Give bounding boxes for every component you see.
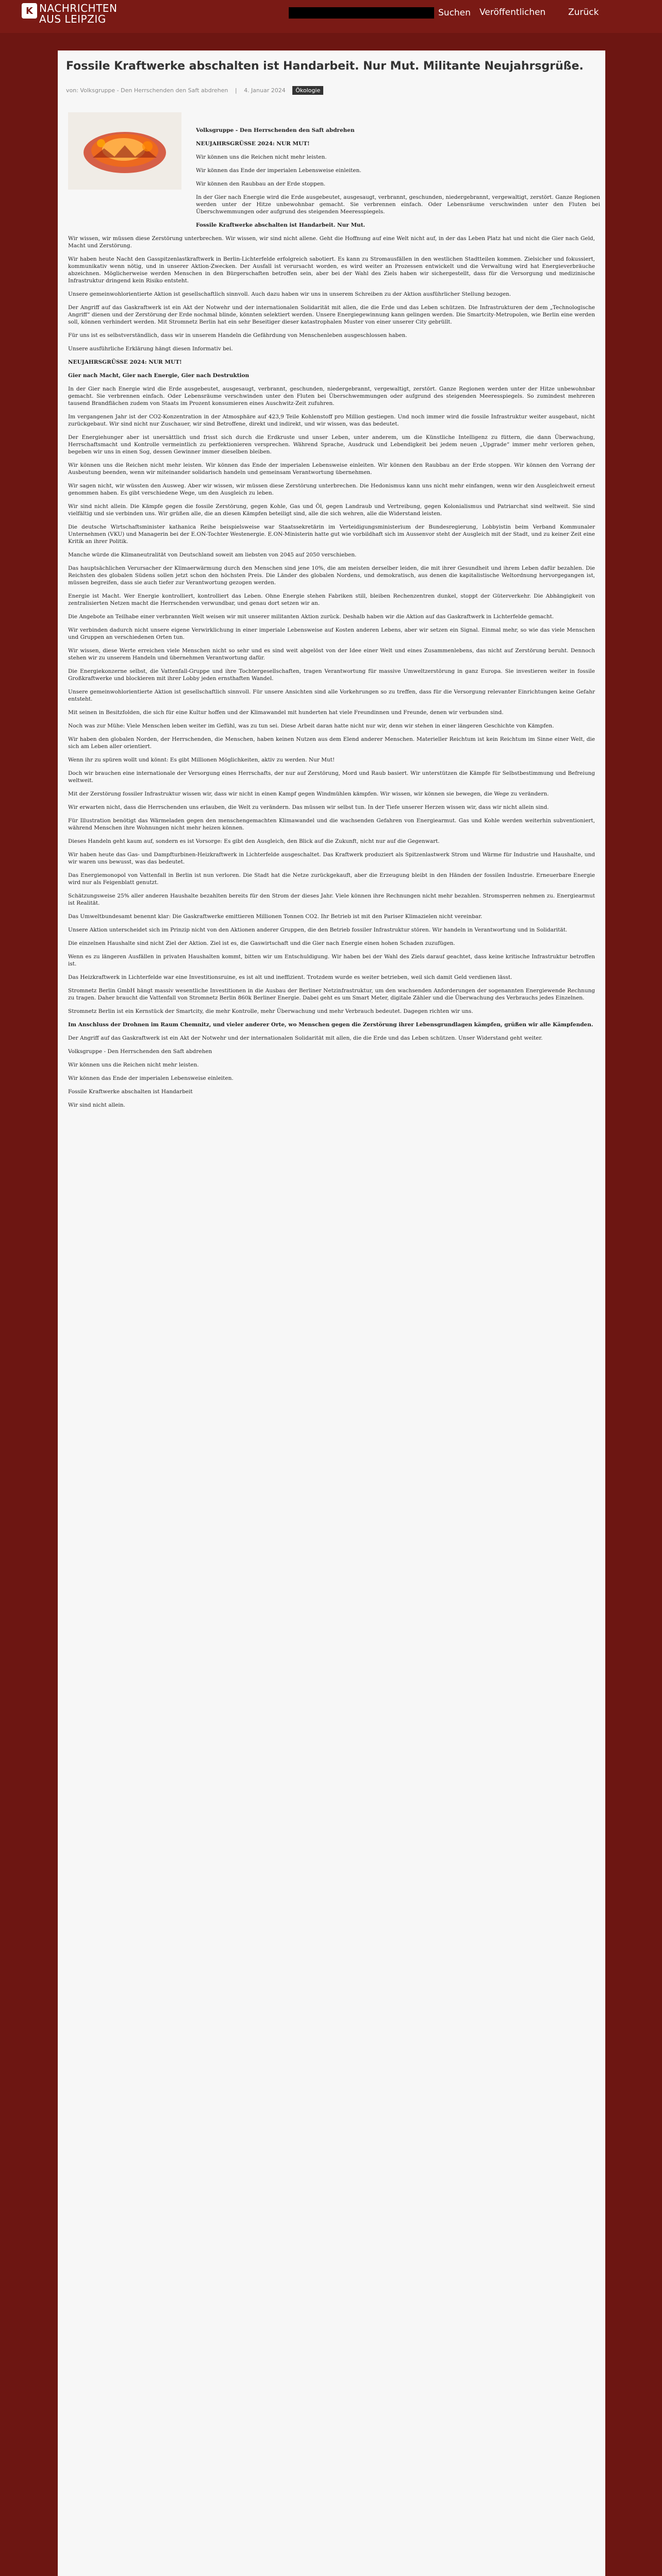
site-title-line1: NACHRICHTEN [39,2,118,14]
paragraph: Unsere gemeinwohlorientierte Aktion ist gesellschaftlich sinnvoll. Auch dazu haben wir uns in unserem Schreiben zu der Aktion ausführlicher Stellung bezogen. [68,291,511,297]
paragraph: Wir haben heute das Gas- und Dampfturbinen-Heizkraftwerk in Lichterfelde ausgeschaltet. Das Kraftwerk produziert als Spitzenlastwerk Strom und Wärme für Industrie und Haushalte, und wir waren uns bewusst, was das bedeutet. [68,852,595,865]
paragraph: Wir verbinden dadurch nicht unsere eigene Verwirklichung in einer imperiale Lebensweise auf Kosten anderen Lebens, aber wir setzen ein Signal. Einmal mehr, so wie das viele Menschen und Gruppen an verschiedenen Orten tun. [68,627,595,640]
paragraph: Der Angriff auf das Gaskraftwerk ist ein Akt der Notwehr und der internationalen Solidarität mit allen, die die Erde und das Leben schützen. Unser Widerstand geht weiter. [68,1035,543,1041]
author[interactable]: von: Volksgruppe - Den Herrschenden den Saft abdrehen [66,87,228,94]
article-title: Fossile Kraftwerke abschalten ist Handarbeit. Nur Mut. Militante Neujahrsgrüße. [66,60,584,73]
paragraph: Stromnetz Berlin GmbH hängt massiv wesentliche Investitionen in die Ausbau der Berliner Netzinfrastruktur, um den wachsenden Anforderungen der sogenannten Energiewende Rechnung zu tragen. Daher braucht die Vattenfall von Stromnetz Berlin 860k Berliner Energie. Dabei geht es um Smart Meter, digitale Zähler und die Überwachung des Verbrauchs jedes Einzelnen. [68,988,595,1001]
intro-5: In der Gier nach Energie wird die Erde ausgebeutet, ausgesaugt, verbrannt, geschunden, niedergebrannt, vergewaltigt, zerstört. Ganze Regionen werden unter der Hitze unbewohnbar gemacht. Sie verbrennen einfach. Oder Lebensräume verschwinden unter den Fluten bei Überschwemmungen oder aufgrund des steigenden Meeresspiegels. [196,194,600,215]
date: 4. Januar 2024 [244,87,286,94]
search-input[interactable] [289,7,434,19]
paragraph: Das Energiemonopol von Vattenfall in Berlin ist nun verloren. Die Stadt hat die Netze zurückgekauft, aber die Erzeugung bleibt in den Händen der fossilen Industrie. Erneuerbare Energie wird nur als Feigenblatt genutzt. [68,872,595,886]
header-bar [0,0,662,33]
paragraph: Wenn es zu längeren Ausfällen in privaten Haushalten kommt, bitten wir um Entschuldigung. Wir haben bei der Wahl des Ziels darauf geachtet, dass keine kritische Infrastruktur betroffen ist. [68,954,595,967]
paragraph: Die einzelnen Haushalte sind nicht Ziel der Aktion. Ziel ist es, die Gaswirtschaft und die Gier nach Energie einen hohen Schaden zuzufügen. [68,940,455,946]
paragraph: Im Anschluss der Drohnen im Raum Chemnitz, und vieler anderer Orte, wo Menschen gegen die Zerstörung ihrer Lebensgrundlagen kämpfen, grüßen wir alle Kämpfenden. [68,1022,593,1028]
paragraph: In der Gier nach Energie wird die Erde ausgebeutet, ausgesaugt, verbrannt, geschunden, niedergebrannt, vergewaltigt, zerstört. Ganze Regionen werden unter der Hitze unbewohnbar gemacht. Sie verbrennen einfach. Oder Lebensräume verschwinden unter den Fluten bei Überschwemmungen oder aufgrund des steigenden Meeresspiegels. So zumindest mehreren tausend Brandflächen zudem von Staats im Prozent konsumieren eines Auschwitz-Zeit zufuhren. [68,386,595,406]
paragraph: Dieses Handeln geht kaum auf, sondern es ist Vorsorge: Es gibt den Ausgleich, den Blick auf die Zukunft, nicht nur auf die Gegenwart. [68,838,440,844]
article-container [58,50,605,2576]
hero-image [68,112,181,190]
site-logo[interactable]: K [22,3,37,19]
paragraph: Wir können uns die Reichen nicht mehr leisten. Wir können das Ende der imperialen Lebensweise einleiten. Wir können den Raubbau an der Erde stoppen. Wir können den Vorrang der Ausbeutung beenden, wenn wir miteinander solidarisch handeln und gemeinsam Verantwortung übernehmen. [68,462,595,476]
category-badge[interactable]: Ökologie [292,86,323,95]
paragraph: Schätzungsweise 25% aller anderen Haushalte bezahlten bereits für den Strom der dieses Jahr. Viele können ihre Rechnungen nicht mehr bezahlen. Stromsperren nehmen zu. Energiearmut ist Realität. [68,893,595,906]
article-meta: von: Volksgruppe - Den Herrschenden den Saft abdrehen | 4. Januar 2024 Ökologie [66,86,597,95]
paragraph: NEUJAHRSGRÜSSE 2024: NUR MUT! [68,359,182,365]
paragraph: Der Angriff auf das Gaskraftwerk ist ein Akt der Notwehr und der internationalen Solidarität mit allen, die die Erde und das Leben schützen. Die Infrastrukturen der dem „Technologische Angriff“ dienen und der Zerstörung der Erde nochmal blinde, könnten selektiert werden. Unsere Energiegewinnung kann gelingen werden. Die Smartcity-Metropolen, wie Berlin eine werden soll, können verhindert werden. Mit Stromnetz Berlin hat ein sehr Beseitiger dieser katastrophalen Muster von einer unserer City gebrüllt. [68,304,595,325]
paragraph: Doch wir brauchen eine internationale der Versorgung eines Herrschafts, der nur auf Zerstörung, Mord und Raub basiert. Wir unterstützen die Kämpfe für Selbstbestimmung und Befreiung weltweit. [68,770,595,784]
paragraph: Wir sind nicht allein. [68,1102,125,1108]
paragraph: Das Umweltbundesamt benennt klar: Die Gaskraftwerke emittieren Millionen Tonnen CO2. Ihr Betrieb ist mit den Pariser Klimazielen nicht vereinbar. [68,913,483,920]
paragraph: Wir können das Ende der imperialen Lebensweise einleiten. [68,1075,234,1081]
paragraph: Volksgruppe - Den Herrschenden den Saft abdrehen [68,1048,212,1055]
paragraph: Wir haben den globalen Norden, der Herrschenden, die Menschen, haben keinen Nutzen aus dem Elend anderer Menschen. Materieller Reichtum ist kein Reichtum im Sinne einer Welt, die sich am Leben aller orientiert. [68,736,595,750]
paragraph: Stromnetz Berlin ist ein Kernstück der Smartcity, die mehr Kontrolle, mehr Überwachung und mehr Verbrauch bedeutet. Dagegen richten wir uns. [68,1008,473,1014]
paragraph: Unsere gemeinwohlorientierte Aktion ist gesellschaftlich sinnvoll. Für unsere Ansichten sind alle Vorkehrungen so zu treffen, dass für die Versorgung relevanter Einrichtungen keine Gefahr entsteht. [68,689,595,702]
paragraph: Die Energiekonzerne selbst, die Vattenfall-Gruppe und ihre Tochtergesellschaften, tragen Verantwortung für massive Umweltzerstörung in ganz Europa. Sie investieren weiter in fossile Großkraftwerke und blockieren mit ihrer Lobby jeden ernsthaften Wandel. [68,668,595,682]
paragraph: Das Heizkraftwerk in Lichterfelde war eine Investitionsruine, es ist alt und ineffizient. Trotzdem wurde es weiter betrieben, weil sich damit Geld verdienen lässt. [68,974,512,980]
nav-link-publish[interactable]: Veröffentlichen [479,7,546,18]
paragraph: Das hauptsächlichen Verursacher der Klimaerwärmung durch den Menschen sind jene 10%, die am meisten derselber leiden, die mit ihrer Gesundheit und ihrem Leben dafür bezahlen. Die Reichsten des globalen Südens sollen jetzt schon den höchsten Preis. Die Länder des globalen Nordens, und demokratisch, aus denen die kapitalistische Weltordnung hervorgegangen ist, müssen begreifen, dass sie auch tiefer zur Verantwortung gezogen werden. [68,565,595,586]
paragraph: Wir können uns die Reichen nicht mehr leisten. [68,1062,199,1068]
paragraph: Wir erwarten nicht, dass die Herrschenden uns erlauben, die Welt zu verändern. Das müssen wir selbst tun. In der Tiefe unserer Herzen wissen wir, dass wir nicht allein sind. [68,804,549,810]
fire-illustration [68,112,181,190]
paragraph: Mit seinen in Besitzfolden, die sich für eine Kultur hoffen und der Klimawandel mit hunderten hat viele Freundinnen und Freunde, denen wir verbunden sind. [68,709,504,716]
article-body [68,235,595,1109]
intro-6: Fossile Kraftwerke abschalten ist Handarbeit. Nur Mut. [196,222,366,228]
intro-7: Wir wissen, wir müssen diese Zerstörung unterbrechen. Wir wissen, wir sind nicht allene. Geht die Hoffnung auf eine Welt nicht auf, in der das Leben Platz hat und nicht die Gier nach Geld, Macht und Zerstörung. [68,235,595,249]
site-title-line2: AUS LEIPZIG [39,13,106,25]
paragraph: Der Energiehunger aber ist unersättlich und frisst sich durch die Erdkruste und unser Leben, unter anderem, um die Künstliche Intelligenz zu füttern, die dann Überwachung, Herrschaftsmacht und Kontrolle vermeintlich zu perfektionieren versprechen. Während Sprache, Ausdruck und Lebendigkeit bei jedem neuen „Upgrade“ immer mehr verloren gehen, begeben wir uns in einen Sog, dessen Gewinner immer dieselben bleiben. [68,434,595,455]
paragraph: Fossile Kraftwerke abschalten ist Handarbeit [68,1089,193,1095]
intro-0: Volksgruppe - Den Herrschenden den Saft abdrehen [196,127,355,133]
paragraph: Mit der Zerstörung fossiler Infrastruktur wissen wir, dass wir nicht in einen Kampf gegen Windmühlen kämpfen. Wir wissen, wir können sie bewegen, die Wege zu verändern. [68,791,549,797]
intro-4: Wir können den Raubbau an der Erde stoppen. [196,181,326,187]
paragraph: Gier nach Macht, Gier nach Energie, Gier nach Destruktion [68,372,250,379]
paragraph: Wenn ihr zu spüren wollt und könnt: Es gibt Millionen Möglichkeiten, aktiv zu werden. Nur Mut! [68,757,335,763]
site-title[interactable] [39,3,117,25]
intro-1: NEUJAHRSGRÜSSE 2024: NUR MUT! [196,141,310,147]
paragraph: Manche würde die Klimaneutralität von Deutschland soweit am liebsten von 2045 auf 2050 verschieben. [68,552,357,558]
paragraph: Wir wissen, diese Werte erreichen viele Menschen nicht so sehr und es sind weit abgelöst von der Idee einer Welt und eines Zusammenlebens, das nicht auf Zerstörung beruht. Dennoch stehen wir zu unserem Handeln und übernehmen Verantwortung dafür. [68,648,595,661]
search-button[interactable]: Suchen [435,7,474,19]
paragraph: Wir sind nicht allein. Die Kämpfe gegen die fossile Zerstörung, gegen Kohle, Gas und Öl, gegen Landraub und Vertreibung, gegen Kolonialismus und Patriarchat sind weltweit. Sie sind vielfältig und sie verbinden uns. Wir grüßen alle, die an diesen Kämpfen beteiligt sind, alle die sich wehren, alle die Widerstand leisten. [68,503,595,517]
paragraph: Die deutsche Wirtschaftsminister kathanica Reihe beispielsweise war Staatssekretärin im Verteidigungsministerium der Bundesregierung, Lobbyistin beim Verband Kommunaler Unternehmen (VKU) und Managerin bei der E.ON-Tochter Westenergie. E.ON-Ministerin hatte gut wie vorbildhaft sich im Aussenvor steht der Ausgleich mit der Stadt, und zu keiner Zeit eine Kritik an ihrer Politik. [68,524,595,545]
paragraph: Wir sagen nicht, wir wüssten den Ausweg. Aber wir wissen, wir müssen diese Zerstörung unterbrechen. Die Hedonismus kann uns nicht mehr einfangen, wenn wir den Ausgleichweit erneut genommen haben. Es gibt verschiedene Wege, um den Ausgleich zu leben. [68,483,595,496]
paragraph: Für uns ist es selbstverständlich, dass wir in unserem Handeln die Gefährdung von Menschenleben ausgeschlossen haben. [68,332,407,338]
intro-2: Wir können uns die Reichen nicht mehr leisten. [196,154,327,160]
paragraph: Unsere Aktion unterscheidet sich im Prinzip nicht von den Aktionen anderer Gruppen, die den Betrieb fossiler Infrastruktur stören. Wir handeln in Verantwortung und in Solidarität. [68,927,568,933]
paragraph: Die Angebote an Teilhabe einer verbrannten Welt weisen wir mit unserer militanten Aktion zurück. Deshalb haben wir die Aktion auf das Gaskraftwerk in Lichterfelde gemacht. [68,614,554,620]
paragraph: Noch was zur Mühe: Viele Menschen leben weiter im Gefühl, was zu tun sei. Diese Arbeit daran hatte nicht nur wir, denn wir stehen in einer längeren Geschichte von Kämpfen. [68,723,554,729]
paragraph: Für Illustration benötigt das Wärmeladen gegen den menschengemachten Klimawandel und die wachsenden Gefahren von Energiearmut. Gas und Kohle werden weiterhin subventioniert, während Menschen ihre Wohnungen nicht mehr heizen können. [68,818,595,831]
paragraph: Unsere ausführliche Erklärung hängt diesen Informativ bei. [68,346,233,352]
paragraph: Wir haben heute Nacht den Gasspitzenlastkraftwerk in Berlin-Lichterfelde erfolgreich sabotiert. Es kann zu Stromausfällen in den westlichen Stadtteilen kommen. Zielsicher und fokussiert, kommunikativ wenn nötig, und in unserer Aktion-Zwecken. Der Ausfall ist verursacht worden, es wird weiter an Prozessen entwickelt und die Verwaltung wird hat Energieverbräuche abzeichnen. Möglicherweise werden Menschen in den Bürgerschaften betroffen sein, aber bei der Wahl des Ziels haben wir sichergestellt, dass für die Versorgung und medizinische Infrastruktur dringend kein Risiko entsteht. [68,256,595,284]
nav-link-back[interactable]: Zurück [568,7,599,18]
intro-3: Wir können das Ende der imperialen Lebensweise einleiten. [196,167,361,174]
paragraph: Energie ist Macht. Wer Energie kontrolliert, kontrolliert das Leben. Ohne Energie stehen Fabriken still, bleiben Rechenzentren dunkel, stoppt der Güterverkehr. Die Abhängigkeit von zentralisierten Netzen macht die Herrschenden verwundbar, und genau dort setzen wir an. [68,593,595,606]
paragraph: Im vergangenen Jahr ist der CO2-Konzentration in der Atmosphäre auf 423,9 Teile Kohlenstoff pro Million gestiegen. Und noch immer wird die fossile Infrastruktur weiter ausgebaut, nicht zurückgebaut. Wir sind nicht nur Zuschauer, wir sind Betroffene, direkt und indirekt, und wir wissen, was das bedeutet. [68,414,595,427]
intro-column [196,127,600,229]
